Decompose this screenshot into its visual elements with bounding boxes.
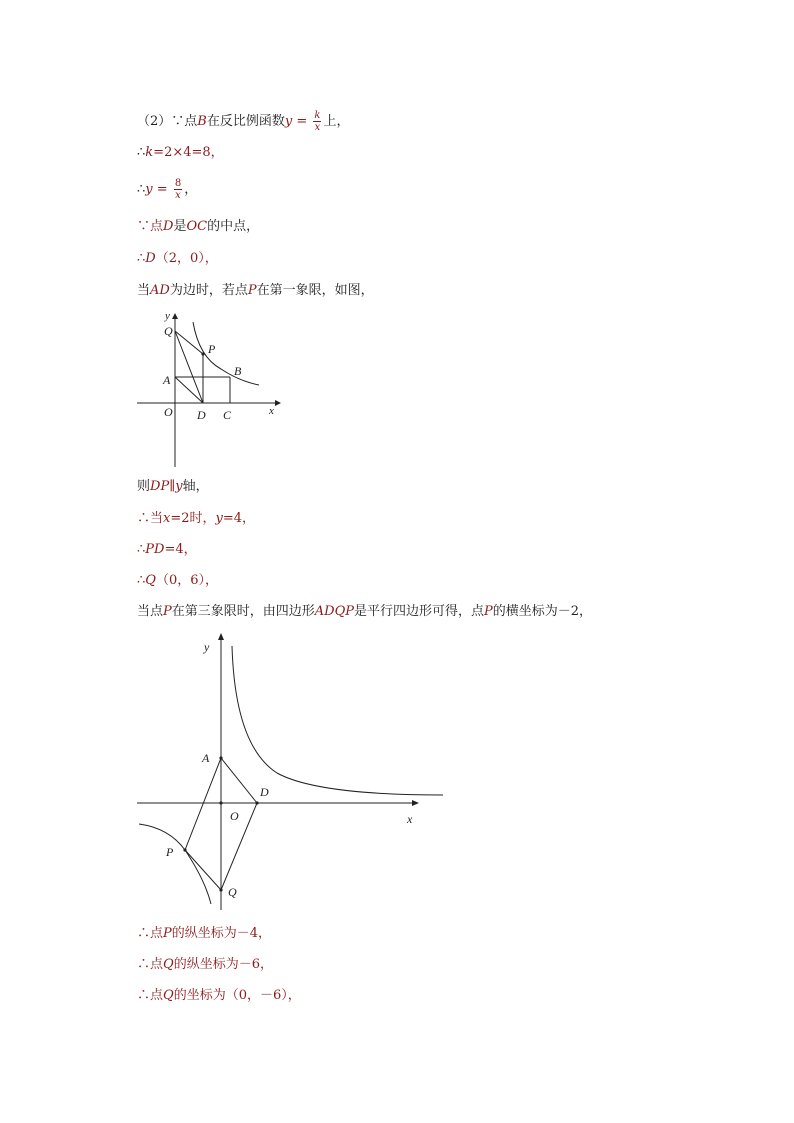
var-Q: Q (163, 957, 174, 972)
therefore: ∴ (137, 251, 146, 266)
text: ， (184, 182, 198, 197)
hyperbola-branch-first (232, 646, 443, 795)
text: 的坐标为（0，－6）， (173, 988, 301, 1003)
label-Q: Q (164, 324, 173, 338)
solution-line-10 (137, 572, 218, 590)
label-x: x (269, 405, 274, 417)
text: ∴点 (137, 926, 164, 941)
text: 在第三象限时，由四边形 (171, 604, 315, 619)
solution-line-3 (137, 178, 197, 201)
therefore: ∴ (137, 542, 146, 557)
equals: = (152, 182, 172, 197)
solution-line-1 (137, 110, 349, 133)
hyperbola-branch-third (139, 824, 211, 904)
solution-line-6 (137, 282, 374, 300)
point-D (255, 801, 258, 804)
var-D: D (145, 251, 156, 266)
point-Q (219, 888, 222, 891)
text: 当点 (137, 604, 164, 619)
label-y: y (165, 310, 170, 322)
therefore: ∴ (137, 145, 146, 160)
segment-AD (175, 377, 203, 403)
solution-line-7 (137, 478, 209, 496)
var-Q: Q (145, 573, 156, 588)
solution-line-9 (137, 541, 197, 559)
text: 上， (323, 114, 350, 129)
var-y: y (284, 114, 293, 129)
label-A: A (202, 751, 210, 765)
y-axis-arrow (218, 633, 224, 640)
text: 在反比例函数 (206, 114, 285, 129)
text: ∴点 (137, 988, 164, 1003)
segment-AD (221, 758, 257, 803)
text: 的中点， (207, 219, 260, 234)
because: ∵点 (137, 219, 164, 234)
text: =4， (222, 511, 256, 526)
solution-line-4 (137, 218, 259, 236)
point-P (183, 848, 186, 851)
label-y: y (204, 640, 210, 654)
point-P (201, 352, 204, 355)
label-O: O (164, 405, 173, 419)
x-axis-arrow (412, 800, 419, 806)
solution-line-11 (137, 603, 592, 621)
var-PD: PD (145, 542, 165, 557)
var-ADQP: ADQP (314, 604, 354, 619)
label-P: P (208, 342, 216, 356)
therefore: ∴ (137, 182, 146, 197)
label-C: C (223, 408, 232, 422)
label-D: D (197, 408, 206, 422)
segment-DQ (221, 803, 257, 890)
text: 在第一象限，如图， (256, 283, 374, 298)
label-Q: Q (228, 885, 237, 899)
text: 是 (173, 219, 187, 234)
text: （2，0）， (155, 251, 218, 266)
fraction-8-over-x (174, 178, 182, 201)
text: 的横坐标为－2， (492, 604, 593, 619)
var-P: P (247, 283, 257, 298)
text: 则 (137, 479, 151, 494)
solution-line-8 (137, 510, 255, 528)
text: ∴点 (137, 957, 164, 972)
text: =2时， (170, 511, 216, 526)
figure-2-third-quadrant (137, 628, 447, 913)
label-A: A (163, 373, 171, 387)
numerator: k (314, 110, 321, 121)
solution-line-14 (137, 987, 301, 1005)
point-O (219, 801, 222, 804)
parallel: ∥ (169, 479, 176, 494)
var-P: P (163, 604, 172, 619)
solution-line-12 (137, 925, 271, 943)
label-D: D (260, 785, 269, 799)
var-y: y (175, 479, 183, 494)
text: 的纵坐标为－4， (171, 926, 272, 941)
solution-line-13 (137, 956, 273, 974)
var-B: B (197, 114, 207, 129)
var-y: y (215, 511, 223, 526)
var-DP: DP (150, 479, 170, 494)
point-A (219, 756, 222, 759)
solution-line-5 (137, 250, 218, 268)
figure-1-first-quadrant (137, 305, 287, 470)
equals: = (292, 114, 312, 129)
label-B: B (234, 364, 242, 378)
x-axis-arrow (275, 400, 281, 406)
var-y: y (145, 182, 153, 197)
var-x: x (163, 511, 171, 526)
label-P: P (166, 845, 174, 859)
text: （0，6）， (155, 573, 218, 588)
denominator: x (175, 190, 181, 201)
label-x: x (407, 812, 413, 826)
denominator: x (314, 122, 321, 133)
var-P: P (484, 604, 493, 619)
text: 是平行四边形可得，点 (354, 604, 485, 619)
var-k: k (145, 145, 154, 160)
text: =4， (164, 542, 197, 557)
text: 为边时，若点 (169, 283, 248, 298)
text: 当 (137, 283, 151, 298)
therefore: ∴ (137, 573, 146, 588)
var-D: D (163, 219, 174, 234)
fraction-k-over-x (313, 110, 321, 133)
text: 的纵坐标为－6， (173, 957, 273, 972)
var-Q: Q (163, 988, 174, 1003)
solution-line-2 (137, 144, 224, 162)
numerator: 8 (174, 178, 182, 189)
var-AD: AD (150, 283, 170, 298)
y-axis-arrow (172, 313, 178, 319)
text: （2）∵点 (137, 114, 198, 129)
text: =2×4=8， (153, 145, 224, 160)
var-OC: OC (186, 219, 208, 234)
segment-QP (185, 850, 221, 890)
label-O: O (230, 809, 239, 823)
text: 轴， (182, 479, 209, 494)
var-P: P (163, 926, 172, 941)
segment-PA (185, 758, 221, 850)
text: ∴当 (137, 511, 164, 526)
